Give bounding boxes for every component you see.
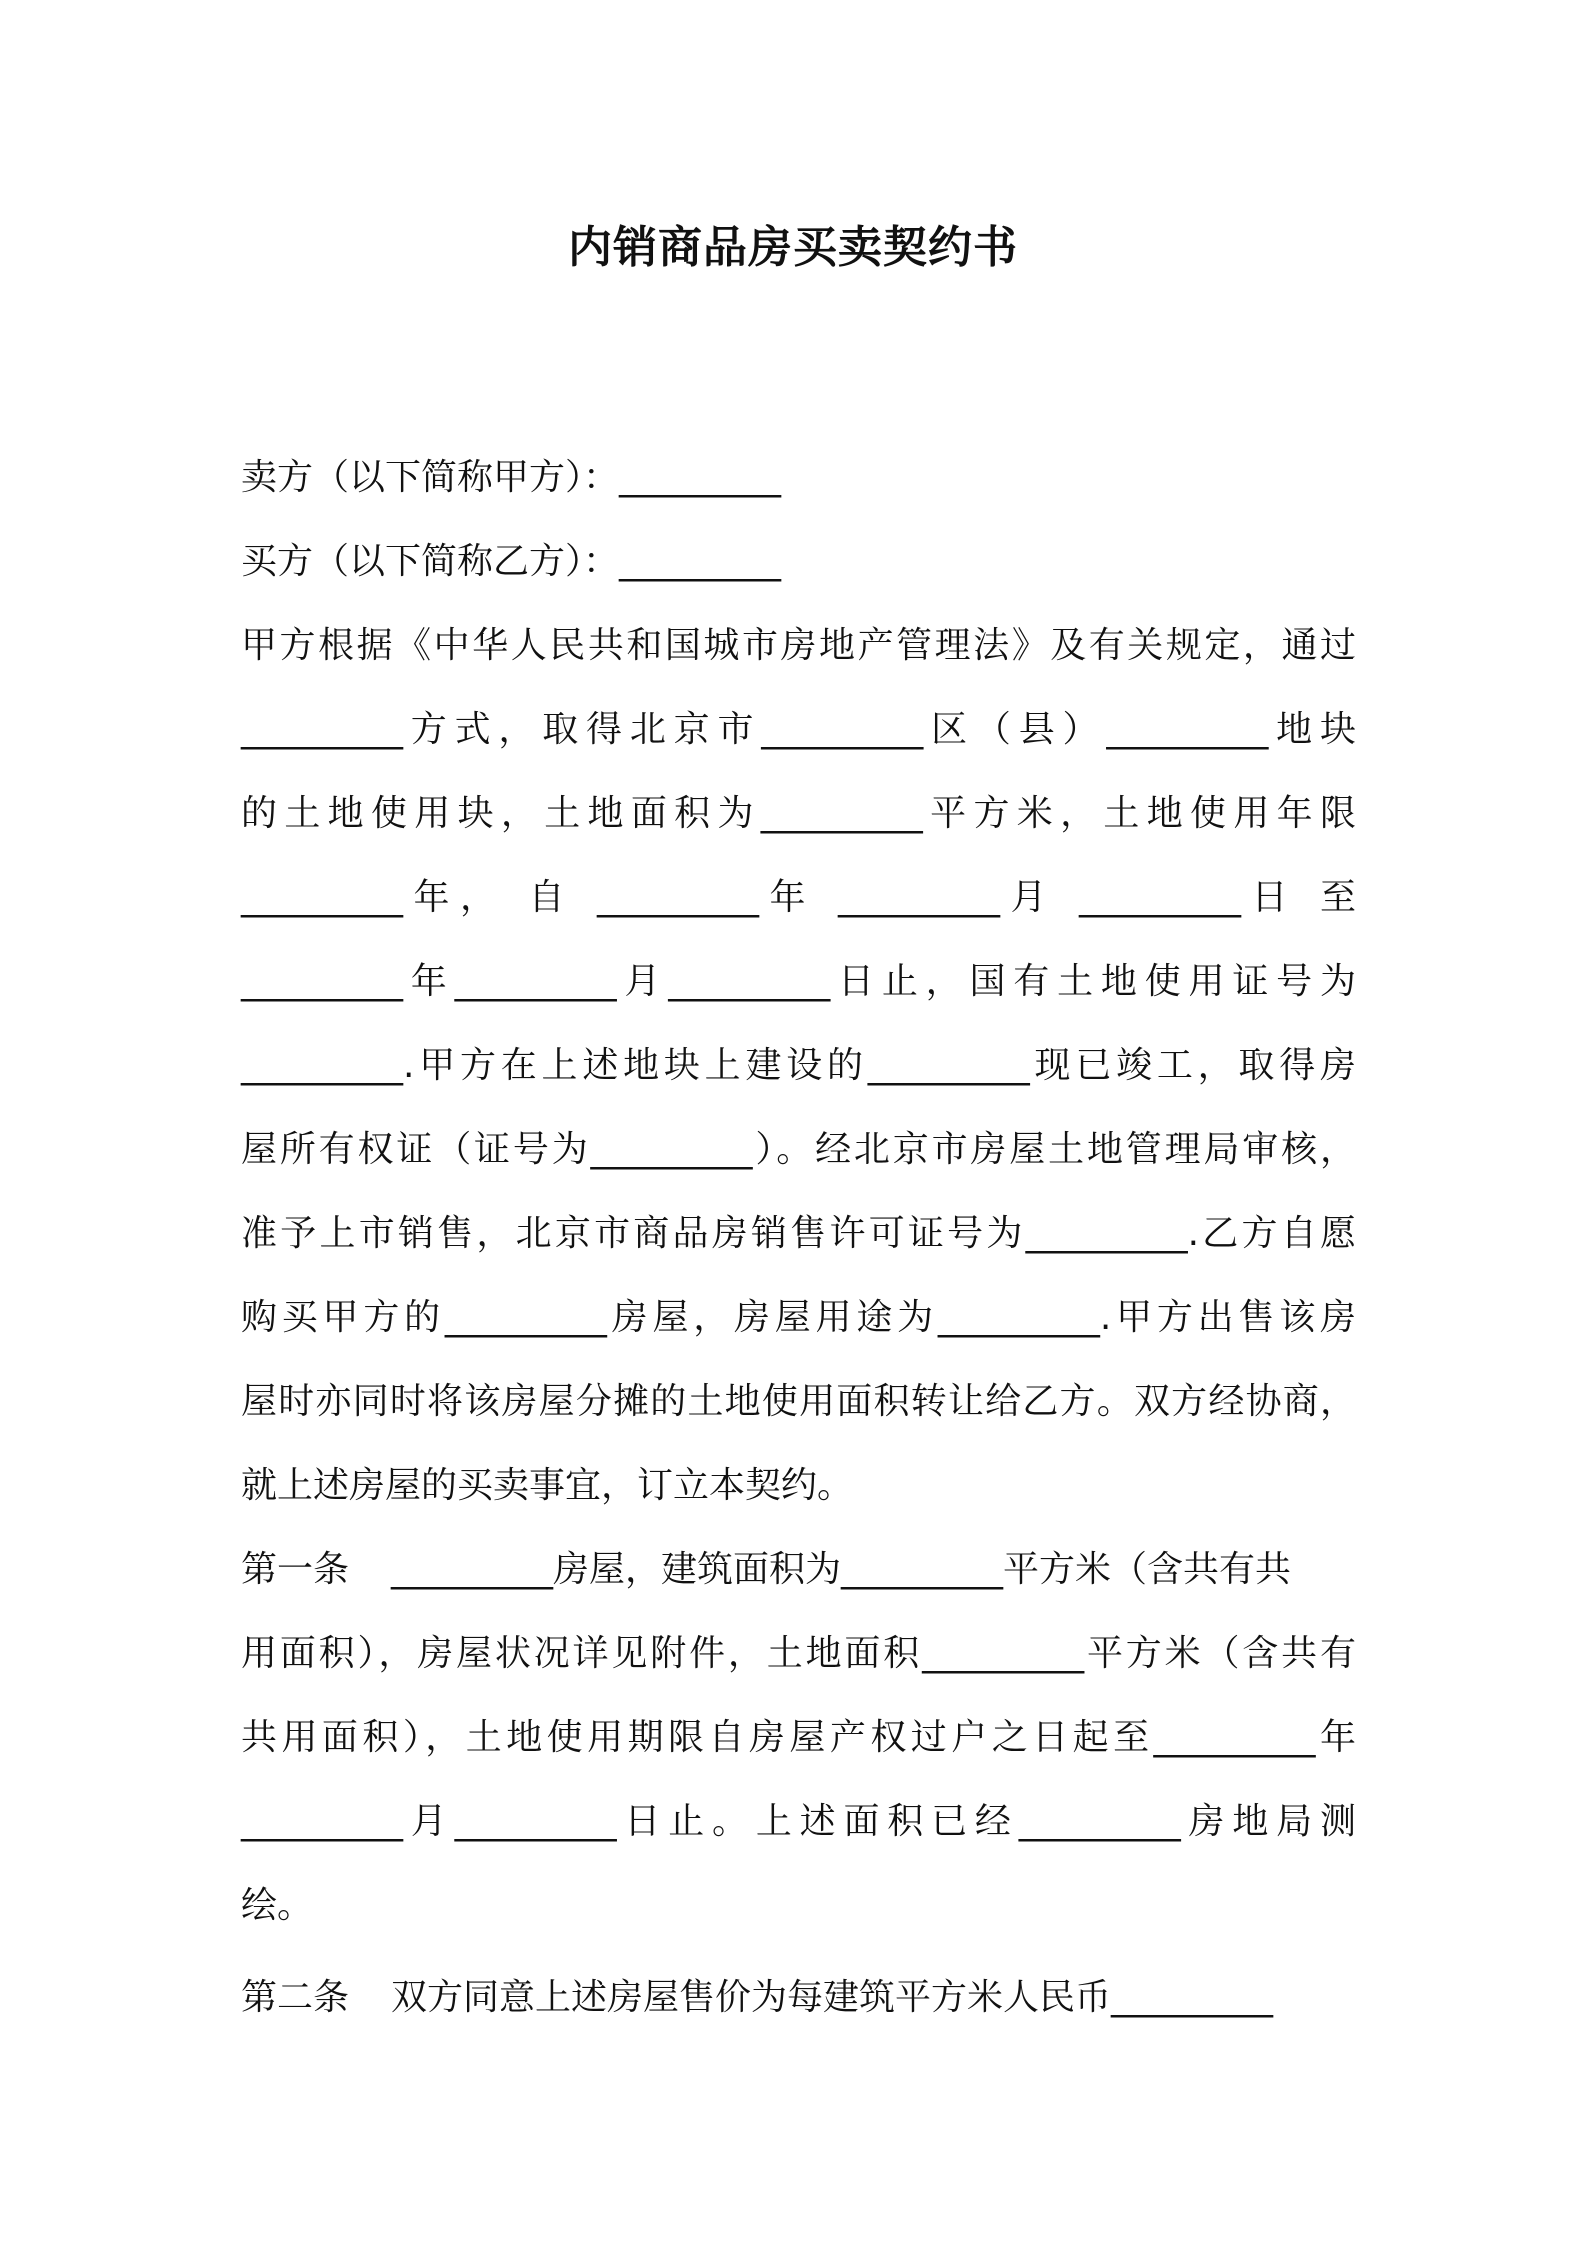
seller-line: 卖方（以下简称甲方）：_________ [241,457,782,498]
buyer-line: 买方（以下简称乙方）：_________ [241,541,782,582]
preamble-line-9: 购买甲方的_________房屋，房屋用途为_________.甲方出售该房 [241,1297,1356,1338]
article-1-line-2: 用面积），房屋状况详见附件，土地面积_________平方米（含共有 [241,1633,1356,1674]
preamble-line-2: _________方式，取得北京市_________区（县）_________地块 [241,709,1356,750]
preamble-line-8: 准予上市销售，北京市商品房销售许可证号为_________.乙方自愿 [241,1213,1356,1254]
preamble-line-1: 甲方根据《中华人民共和国城市房地产管理法》及有关规定，通过 [241,625,1356,666]
preamble-line-11: 就上述房屋的买卖事宜，订立本契约。 [241,1465,854,1506]
preamble-line-6: _________.甲方在上述地块上建设的_________现已竣工，取得房 [241,1045,1356,1086]
article-1-label: 第一条 [241,1549,350,1590]
preamble-line-7: 屋所有权证（证号为_________）。经北京市房屋土地管理局审核， [241,1129,1356,1170]
preamble-line-3: 的土地使用块，土地面积为_________平方米，土地使用年限 [241,793,1356,834]
article-1-line-5: 绘。 [241,1885,314,1926]
article-1-text-1: _________房屋，建筑面积为_________平方米（含共有共 [391,1549,1292,1590]
preamble-line-5: _________年_________月_________日止，国有土地使用证号为 [241,961,1356,1002]
preamble-line-10: 屋时亦同时将该房屋分摊的土地使用面积转让给乙方。双方经协商， [241,1381,1356,1422]
article-2-line-1 [241,1956,1356,2040]
preamble-line-4: _________年， 自 _________年 _________月 _________日 至 [241,877,1356,918]
article-1-line-4: _________月_________日止。上述面积已经_________房地局测 [241,1801,1356,1842]
article-1-line-3: 共用面积），土地使用期限自房屋产权过户之日起至_________年 [241,1717,1356,1758]
document-title: 内销商品房买卖契约书 [568,222,1018,273]
article-1-line-1 [241,1528,1356,1612]
article-2-text: 双方同意上述房屋售价为每建筑平方米人民币_________ [391,1977,1274,2018]
article-2-label: 第二条 [241,1977,350,2018]
